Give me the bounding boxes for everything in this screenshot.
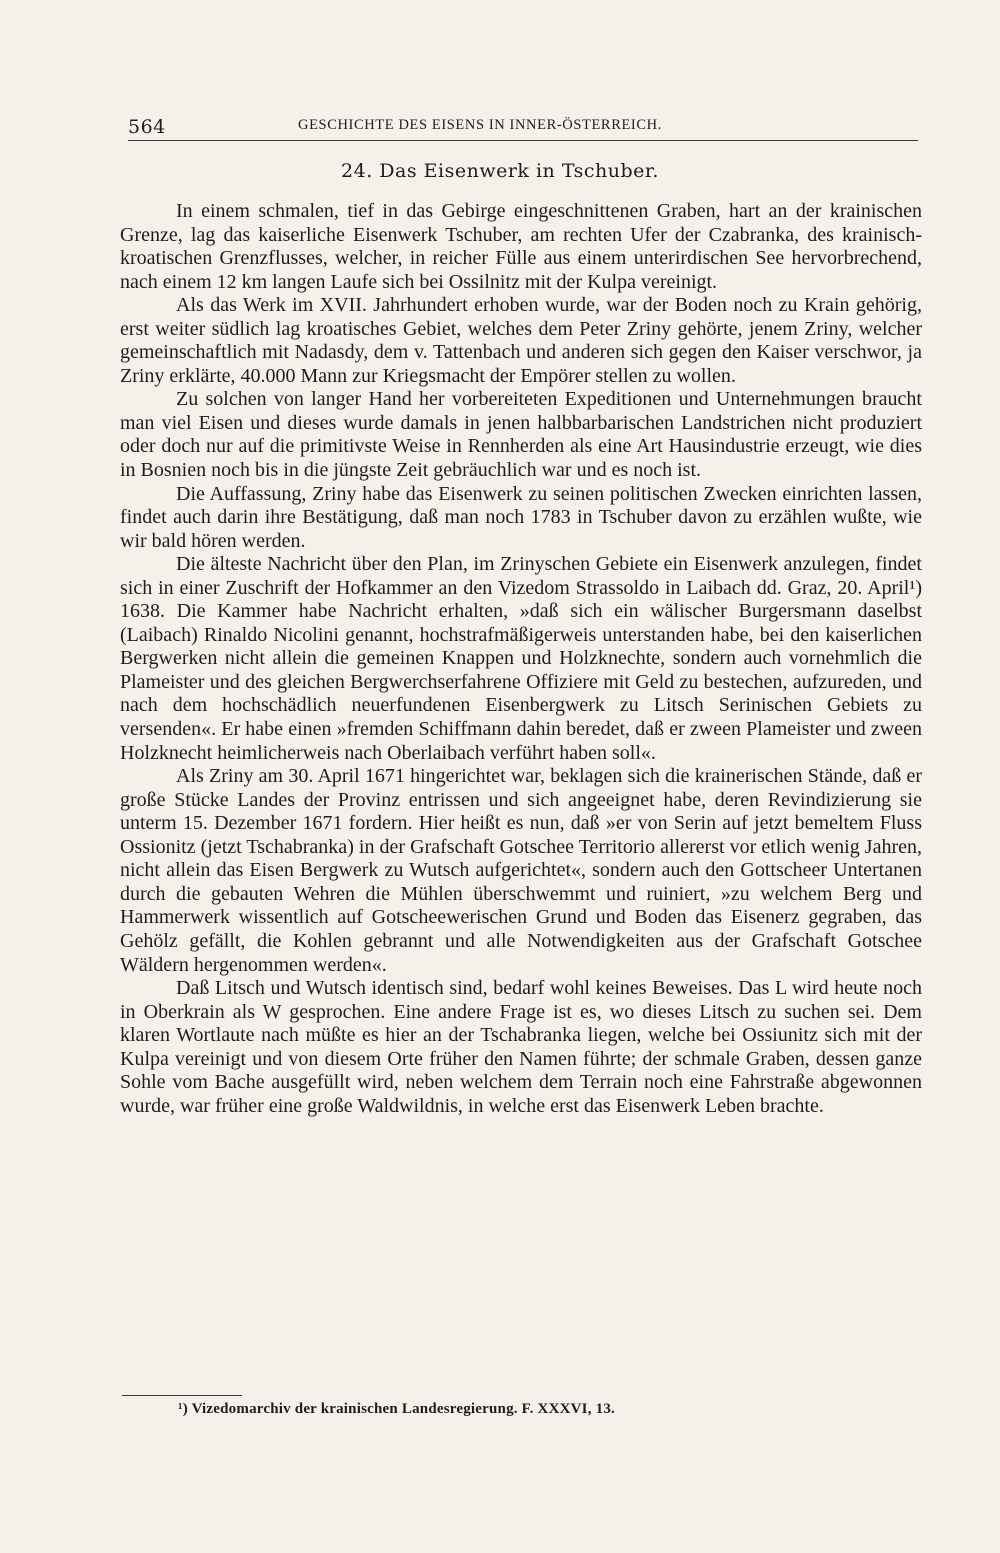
paragraph-7: Daß Litsch und Wutsch identisch sind, bedarf wohl keines Beweises. Das L wird heute noch in Oberkrain als W gesprochen. Eine andere Frage ist es, wo dieses Litsch zu suchen sei. Dem klaren Wortlaute nach müßte es hier an der Tschabranka liegen, welche bei Ossiunitz sich mit der Kulpa vereinigt und von diesem Orte früher den Namen führte; der schmale Graben, dessen ganze Sohle vom Bache ausgefüllt wird, neben welchem dem Terrain noch eine Fahrstraße abgewonnen wurde, war früher eine große Waldwildnis, in welche erst das Eisenwerk Leben brachte.	[120, 977, 922, 1117]
running-head: GESCHICHTE DES EISENS IN INNER-ÖSTERREICH.	[298, 117, 662, 133]
footnote: ¹) Vizedomarchiv der krainischen Landesregierung. F. XXXVI, 13.	[178, 1401, 615, 1417]
paragraph-3: Zu solchen von langer Hand her vorbereiteten Expeditionen und Unternehmungen braucht man viel Eisen und dieses wurde damals in jenen halbbarbarischen Landstrichen nicht produziert oder doch nur auf die primitivste Weise in Rennherden als eine Art Hausindustrie erzeugt, wie dies in Bosnien noch bis in die jüngste Zeit gebräuchlich war und es noch ist.	[120, 388, 922, 482]
page-number: 564	[128, 116, 166, 138]
paragraph-5: Die älteste Nachricht über den Plan, im Zrinyschen Gebiete ein Eisenwerk anzulegen, findet sich in einer Zuschrift der Hofkammer an den Vizedom Strassoldo in Laibach dd. Graz, 20. April¹) 1638. Die Kammer habe Nachricht erhalten, »daß sich ein wälischer Burgersmann daselbst (Laibach) Rinaldo Nicolini genannt, hochstrafmäßigerweis unterstanden habe, bei den kaiserlichen Bergwerken nicht allein die gemeinen Knappen und Holzknechte, sondern auch vornehmlich die Plameister und des gleichen Bergwerchserfahrene Offiziere mit Geld zu bestechen, aufzureden, und nach dem hochschädlich neuerfundenen Eisenbergwerk zu Litsch Serinischen Gebiets zu versenden«. Er habe einen »fremden Schiffmann dahin beredet, daß er zween Plameister und zween Holzknecht heimlicherweis nach Oberlaibach verführt haben soll«.	[120, 553, 922, 764]
page-header	[128, 116, 918, 141]
paragraph-6: Als Zriny am 30. April 1671 hingerichtet war, beklagen sich die krainerischen Stände, daß er große Stücke Landes der Provinz entrissen und sich angeeignet habe, deren Revindizierung sie unterm 15. Dezember 1671 fordern. Hier heißt es nun, daß »er von Serin auf jetzt bemeltem Fluss Ossionitz (jetzt Tschabranka) in der Grafschaft Gotschee Territorio allererst vor etlich wenig Jahren, nicht allein das Eisen Bergwerk zu Wutsch aufgerichtet«, sondern auch den Gottscheer Untertanen durch die gebauten Wehren die Mühlen überschwemmt und ruiniert, »zu welchem Berg und Hammerwerk wissentlich auf Gotscheewerischen Grund und Boden das Eisenerz gegraben, das Gehölz gefällt, die Kohlen gebrannt und alle Notwendigkeiten aus der Grafschaft Gotschee Wäldern hergenommen werden«.	[120, 765, 922, 976]
paragraph-2: Als das Werk im XVII. Jahrhundert erhoben wurde, war der Boden noch zu Krain gehörig, erst weiter südlich lag kroatisches Gebiet, welches dem Peter Zriny gehörte, jenem Zriny, welcher gemeinschaftlich mit Nadasdy, dem v. Tattenbach und anderen sich gegen den Kaiser verschwor, ja Zriny erklärte, 40.000 Mann zur Kriegsmacht der Empörer stellen zu wollen.	[120, 294, 922, 387]
body-text	[120, 200, 922, 1118]
paragraph-4: Die Auffassung, Zriny habe das Eisenwerk zu seinen politischen Zwecken einrichten lassen, findet auch darin ihre Bestätigung, daß man noch 1783 in Tschuber davon zu erzählen wußte, wie wir bald hören werden.	[120, 482, 922, 552]
section-title: 24. Das Eisenwerk in Tschuber.	[341, 160, 659, 182]
paragraph-1: In einem schmalen, tief in das Gebirge eingeschnittenen Graben, hart an der krainischen Grenze, lag das kaiserliche Eisenwerk Tschuber, am rechten Ufer der Czabranka, des krainisch-kroatischen Grenzflusses, welcher, in reicher Fülle aus einem unterirdischen See hervorbrechend, nach einem 12 km langen Laufe sich bei Ossilnitz mit der Kulpa vereinigt.	[120, 200, 922, 293]
footnote-divider	[122, 1395, 242, 1396]
